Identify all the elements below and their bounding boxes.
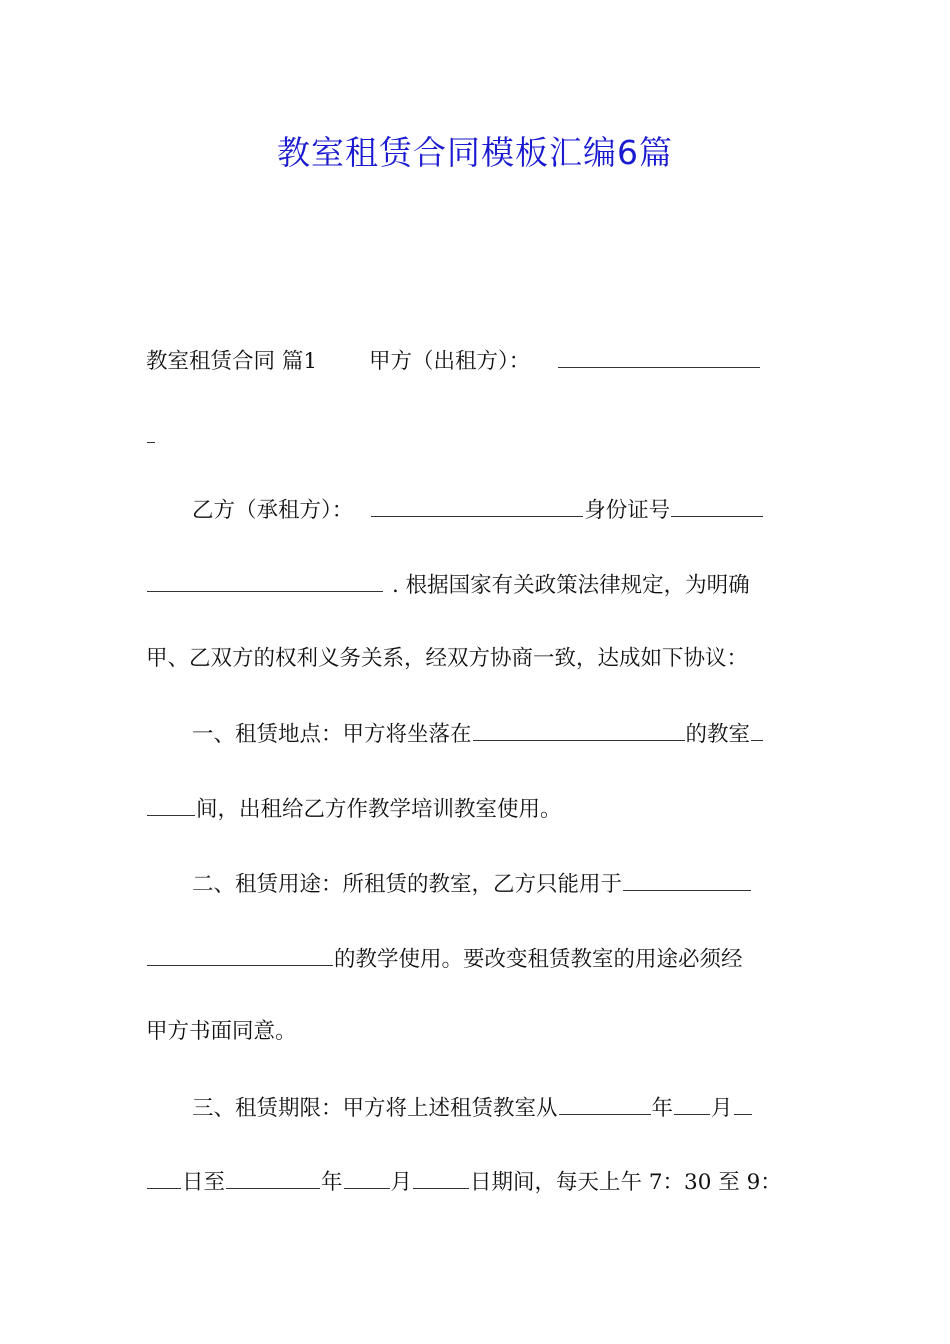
location-blank — [473, 718, 685, 741]
clause-1-text: 一、租赁地点：甲方将坐落在 — [192, 722, 472, 747]
contract-line-5 — [146, 644, 806, 674]
year-label: 年 — [651, 1096, 674, 1121]
end-year-label: 年 — [321, 1170, 343, 1195]
classroom-count-blank — [751, 718, 763, 741]
id-number-blank — [671, 494, 763, 517]
clause-2-text-cont: 的教学使用。要改变租赁教室的用途必须经 — [334, 947, 743, 972]
start-day-blank-cont — [147, 1166, 181, 1189]
usage-blank — [623, 868, 751, 891]
to-label: 日至 — [182, 1170, 226, 1195]
contract-line-8 — [146, 868, 852, 898]
clause-2-text: 二、租赁用途：所租赁的教室，乙方只能用于 — [192, 872, 623, 897]
contract-line-10 — [146, 1017, 806, 1047]
contract-line-7 — [146, 793, 806, 823]
contract-line-2 — [146, 420, 806, 450]
end-day-blank — [413, 1166, 469, 1189]
contract-line-11 — [146, 1092, 852, 1122]
month-label: 月 — [711, 1096, 733, 1121]
start-year-blank — [559, 1092, 651, 1115]
section-heading: 教室租赁合同 篇1 — [146, 349, 318, 374]
preamble-text-1: . 根据国家有关政策法律规定，为明确 — [392, 573, 750, 598]
clause-2-text-end: 甲方书面同意。 — [146, 1019, 297, 1044]
usage-blank-cont — [147, 943, 333, 966]
end-month-blank — [344, 1166, 390, 1189]
party-a-blank — [558, 345, 760, 368]
classroom-label: 的教室 — [685, 722, 751, 747]
contract-line-4 — [146, 569, 806, 599]
party-a-blank-cont — [147, 420, 155, 443]
id-number-blank-cont — [147, 569, 383, 592]
contract-line-3 — [146, 494, 852, 524]
start-day-blank — [734, 1092, 752, 1115]
document-title: 教室租赁合同模板汇编6篇 — [277, 133, 673, 172]
contract-line-1 — [146, 345, 806, 375]
id-number-label: 身份证号 — [584, 498, 671, 523]
start-month-blank — [674, 1092, 710, 1115]
end-month-label: 月 — [390, 1170, 413, 1195]
classroom-count-blank-cont — [147, 793, 195, 816]
party-a-label: 甲方（出租方）： — [369, 349, 531, 374]
end-year-blank — [226, 1166, 320, 1189]
clause-1-text-cont: 间，出租给乙方作教学培训教室使用。 — [196, 797, 562, 822]
party-b-label: 乙方（承租方）： — [192, 498, 354, 523]
preamble-text-2: 甲、乙双方的权利义务关系，经双方协商一致，达成如下协议： — [146, 646, 749, 671]
clause-3-text-cont: 日期间，每天上午 7：30 至 9： — [470, 1170, 782, 1195]
contract-line-6 — [146, 718, 852, 748]
contract-line-12 — [146, 1166, 806, 1196]
contract-line-9 — [146, 943, 806, 973]
party-b-blank — [371, 494, 583, 517]
clause-3-text: 三、租赁期限：甲方将上述租赁教室从 — [192, 1096, 558, 1121]
